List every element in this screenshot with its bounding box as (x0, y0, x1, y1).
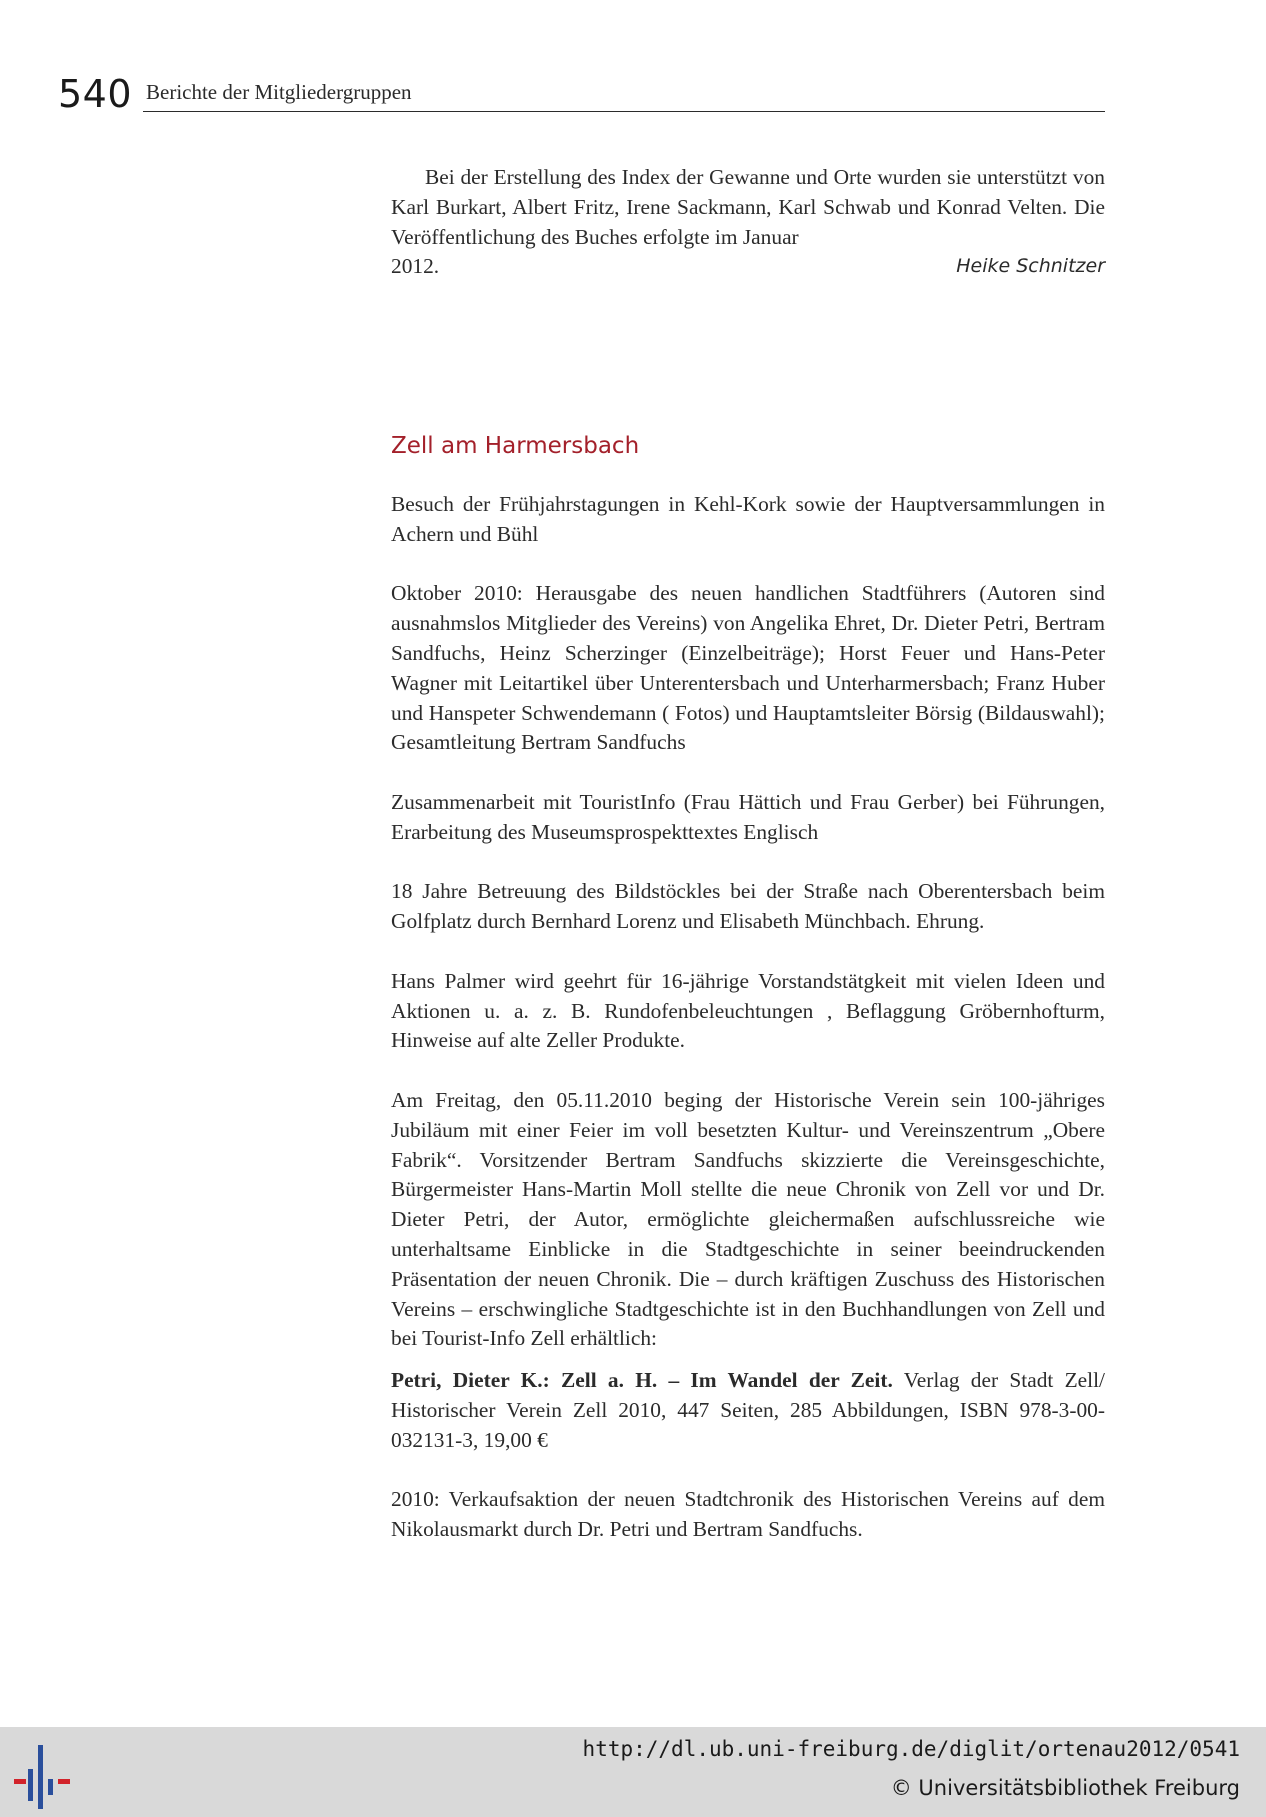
main-text (391, 163, 1105, 1545)
signature-line (391, 252, 1105, 282)
paragraph-2: Oktober 2010: Herausgabe des neuen handlichen Stadtführers (Autoren sind ausnahmslos Mitglieder des Vereins) von Angelika Ehret, Dr. Dieter Petri, Bertram Sandfuchs, Heinz Scherzinger (Einzelbeiträge); Horst Feuer und Hans-Peter Wagner mit Leitartikel über Unterentersbach und Unterharmersbach; Franz Huber und Hanspeter Schwendemann ( Fotos) und Hauptamtsleiter Börsig (Bildauswahl); Gesamtleitung Bertram Sandfuchs (391, 581, 1105, 755)
citation-details: Verlag der Stadt Zell/ Historischer Verein Zell 2010, 447 Seiten, 285 Abbildungen, ISBN 978-3-00-032131-3, 19,00 € (391, 1368, 1105, 1452)
ub-freiburg-logo-icon (14, 1739, 80, 1811)
paragraph-4: 18 Jahre Betreuung des Bildstöckles bei der Straße nach Oberentersbach beim Golfplatz durch Bernhard Lorenz und Elisabeth Münchbach. Ehrung. (391, 879, 1105, 934)
footer-url[interactable]: http://dl.ub.uni-freiburg.de/diglit/ortenau2012/0541 (582, 1737, 1240, 1761)
citation (391, 1366, 1105, 1455)
page-number: 540 (58, 72, 133, 116)
running-head: Berichte der Mitgliedergruppen (146, 80, 412, 104)
author-signature: Heike Schnitzer (956, 255, 1105, 278)
paragraph-3: Zusammenarbeit mit TouristInfo (Frau Hättich und Frau Gerber) bei Führungen, Erarbeitung des Museumsprospekttextes Englisch (391, 789, 1105, 844)
previous-paragraph-end: 2012. (391, 254, 440, 279)
paragraph-5: Hans Palmer wird geehrt für 16-jährige Vorstandstätgkeit mit vielen Ideen und Aktionen u. a. z. B. Rundofenbeleuchtungen , Beflaggung Gröbernhofturm, Hinweise auf alte Zeller Produkte. (391, 968, 1105, 1053)
section-heading: Zell am Harmersbach (391, 433, 640, 460)
paragraph-7: 2010: Verkaufsaktion der neuen Stadtchronik des Historischen Vereins auf dem Nikolausmarkt durch Dr. Petri und Bertram Sandfuchs. (391, 1487, 1105, 1542)
footer-copyright: © Universitätsbibliothek Freiburg (890, 1776, 1240, 1800)
paragraph-6: Am Freitag, den 05.11.2010 beging der Historische Verein sein 100-jähriges Jubiläum mit einer Feier im voll besetzten Kultur- und Vereinszentrum „Obere Fabrik“. Vorsitzender Bertram Sandfuchs skizzierte die Vereinsgeschichte, Bürgermeister Hans-Martin Moll stellte die neue Chronik von Zell vor und Dr. Dieter Petri, der Autor, ermöglichte gleichermaßen aufschlussreiche wie unterhaltsame Einblicke in die Stadtgeschichte in seiner beeindruckenden Präsentation der neuen Chronik. Die – durch kräftigen Zuschuss des Historischen Vereins – erschwingliche Stadtgeschichte ist in den Buchhandlungen von Zell und bei Tourist-Info Zell erhältlich: (391, 1087, 1105, 1351)
header-rule (143, 111, 1105, 112)
footer-bar (0, 1727, 1266, 1817)
previous-paragraph: Bei der Erstellung des Index der Gewanne und Orte wurden sie unterstützt von Karl Burkart, Albert Fritz, Irene Sackmann, Karl Schwab und Konrad Velten. Die Veröffentlichung des Buches erfolgte im Januar (391, 165, 1105, 249)
citation-title: Petri, Dieter K.: Zell a. H. – Im Wandel der Zeit. (391, 1368, 893, 1393)
paragraph-1: Besuch der Frühjahrstagungen in Kehl-Kork sowie der Hauptversammlungen in Achern und Bühl (391, 491, 1105, 546)
